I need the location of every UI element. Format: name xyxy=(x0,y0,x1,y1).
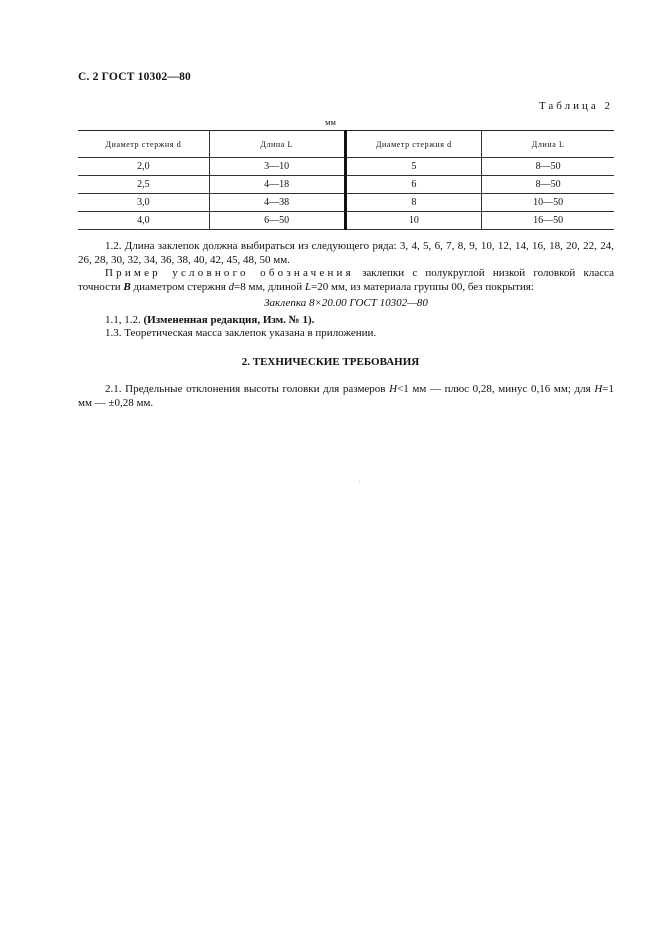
table-cell: 8 xyxy=(345,194,482,212)
symbol-L: L xyxy=(304,280,312,293)
clause-text: <1 мм — плюс 0,28, минус 0,16 мм; для xyxy=(397,383,595,395)
clause-text: =1 мм — ±0,28 мм. xyxy=(78,383,614,409)
table-cell: 10 xyxy=(345,212,482,230)
table-cell: 10—50 xyxy=(482,194,614,212)
table-row xyxy=(78,176,614,194)
change-prefix: 1.1, 1.2. xyxy=(105,313,144,326)
example-label: Пример условного обозначения xyxy=(105,267,354,279)
table-cell: 5 xyxy=(345,158,482,176)
table-cell: 3—10 xyxy=(209,158,345,176)
clause-2-1 xyxy=(78,383,614,410)
symbol-d: d xyxy=(228,280,235,293)
table-unit: мм xyxy=(325,117,336,127)
example-text: =8 мм, длиной xyxy=(234,280,305,293)
table-cell: 8—50 xyxy=(482,176,614,194)
column-header: Диаметр стержня d xyxy=(78,131,209,158)
table-cell: 8—50 xyxy=(482,158,614,176)
column-header: Диаметр стержня d xyxy=(345,131,482,158)
table-cell: 16—50 xyxy=(482,212,614,230)
example-text: заклепки с полукруглой низкой головкой класса точности xyxy=(78,267,614,293)
rivet-dimensions-table xyxy=(78,130,614,230)
clause-text: 2.1. Предельные отклонения высоты головки для размеров xyxy=(105,383,390,395)
table-cell: 6 xyxy=(345,176,482,194)
example-text: диаметром стержня xyxy=(130,280,229,293)
table-cell: 4—38 xyxy=(209,194,345,212)
example-text: =20 мм, из материала группы 00, без покрытия: xyxy=(311,280,534,293)
table-row xyxy=(78,212,614,230)
symbol-H: H xyxy=(594,383,603,395)
table-cell: 6—50 xyxy=(209,212,345,230)
paragraph-1-3: 1.3. Теоретическая масса заклепок указана в приложении. xyxy=(105,327,377,339)
table-cell: 2,0 xyxy=(78,158,209,176)
symbol-H: H xyxy=(389,383,398,395)
table-cell: 2,5 xyxy=(78,176,209,194)
example-paragraph xyxy=(78,267,614,294)
clause-1-2 xyxy=(78,240,614,341)
page-header: С. 2 ГОСТ 10302—80 xyxy=(78,71,191,83)
table-header-row xyxy=(78,131,614,158)
section-title: 2. ТЕХНИЧЕСКИЕ ТРЕБОВАНИЯ xyxy=(241,356,420,368)
table-row xyxy=(78,158,614,176)
paragraph-1-2: 1.2. Длина заклепок должна выбираться из следующего ряда: 3, 4, 5, 6, 7, 8, 9, 10, 12, 14, 16, 18, 20, 22, 24, 26, 28, 30, 32, 34, 36, 38, 40, 42, 45, 48, 50 мм. xyxy=(78,240,614,266)
table-row xyxy=(78,194,614,212)
change-note-paragraph xyxy=(78,314,614,328)
designation-text: Заклепка 8×20.00 ГОСТ 10302—80 xyxy=(264,297,428,309)
scan-speck xyxy=(359,481,360,482)
table-cell: 4,0 xyxy=(78,212,209,230)
table-caption: Таблица 2 xyxy=(538,100,613,112)
change-note: (Измененная редакция, Изм. № 1). xyxy=(143,313,315,326)
designation-example xyxy=(78,297,614,311)
table-cell: 3,0 xyxy=(78,194,209,212)
accuracy-class: B xyxy=(123,280,131,293)
column-header: Длина L xyxy=(209,131,345,158)
column-header: Длина L xyxy=(482,131,614,158)
paragraph-2-1 xyxy=(78,383,614,410)
table-cell: 4—18 xyxy=(209,176,345,194)
